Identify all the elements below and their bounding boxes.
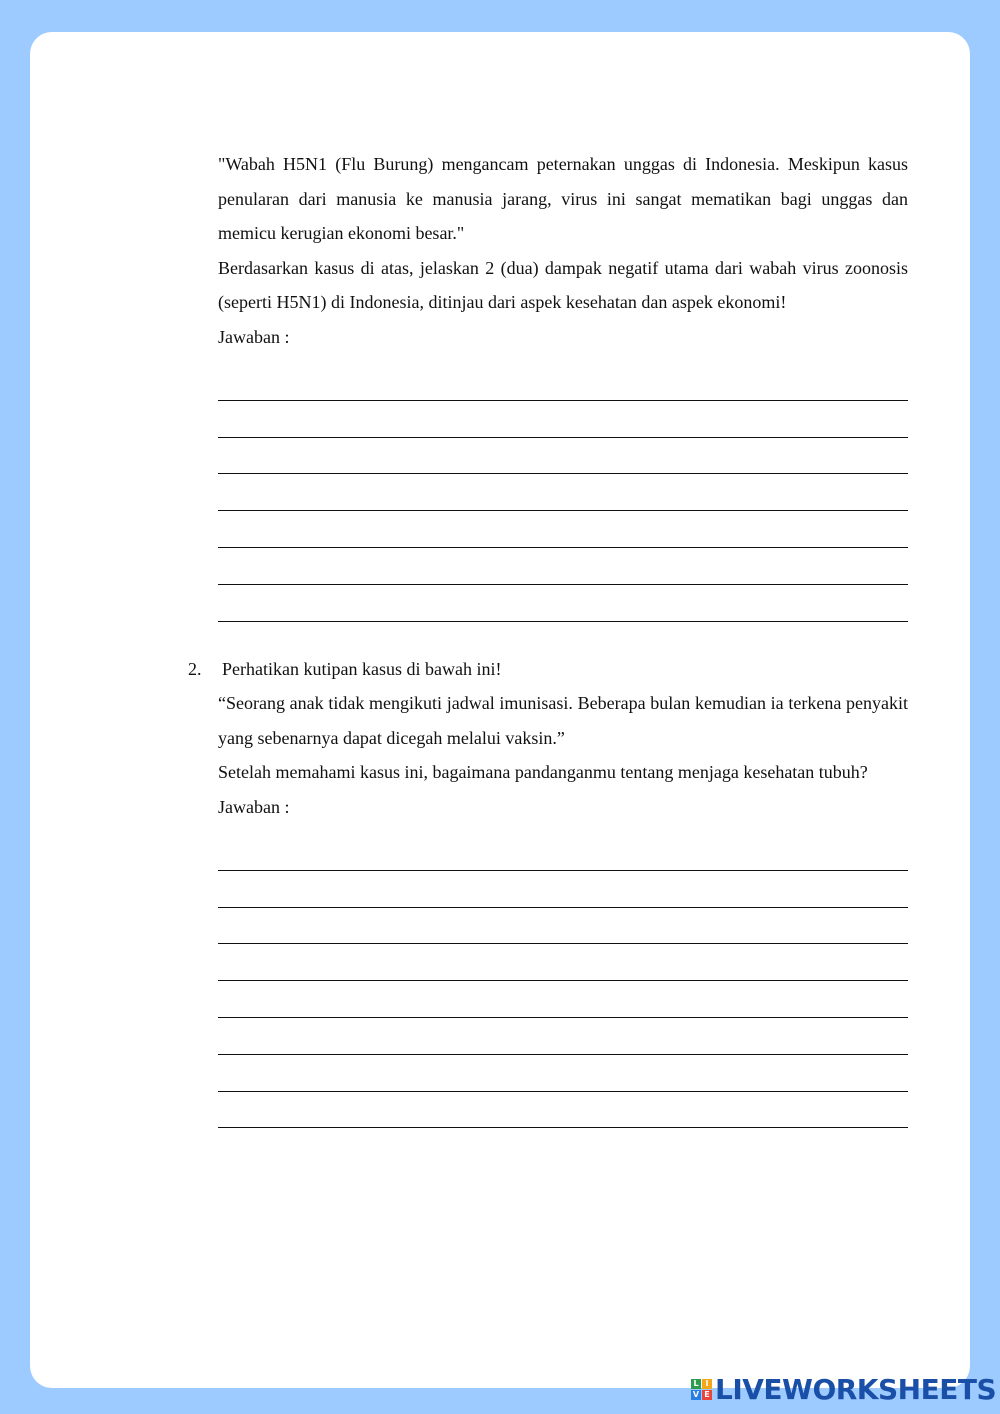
answer-line[interactable] — [218, 1055, 908, 1092]
worksheet-page — [30, 32, 970, 1388]
q2-answer-lines[interactable] — [188, 834, 908, 1128]
q1-quote: "Wabah H5N1 (Flu Burung) mengancam peternakan unggas di Indonesia. Meskipun kasus penularan dari manusia ke manusia jarang, virus ini sangat mematikan bagi unggas dan memicu kerugian ekonomi besar." — [218, 154, 908, 243]
q2-answer-label: Jawaban : — [218, 796, 290, 817]
q2-quote: “Seorang anak tidak mengikuti jadwal imunisasi. Beberapa bulan kemudian ia terkena penyakit yang sebenarnya dapat dicegah melalui vaksin.” — [218, 693, 908, 748]
answer-line[interactable] — [218, 1018, 908, 1055]
answer-line[interactable] — [218, 981, 908, 1018]
q2-number: 2. — [188, 658, 202, 679]
logo-tile: L — [691, 1379, 701, 1389]
q2-prompt: Setelah memahami kasus ini, bagaimana pandanganmu tentang menjaga kesehatan tubuh? — [218, 762, 868, 783]
q2-heading — [188, 652, 908, 687]
q2-intro: Perhatikan kutipan kasus di bawah ini! — [222, 658, 502, 679]
answer-line[interactable] — [218, 1092, 908, 1129]
answer-line[interactable] — [218, 474, 908, 511]
answer-line[interactable] — [218, 944, 908, 981]
liveworksheets-logo[interactable] — [691, 1372, 996, 1406]
logo-tile: I — [702, 1379, 712, 1389]
answer-line[interactable] — [218, 834, 908, 871]
liveworksheets-logo-icon — [691, 1379, 712, 1400]
logo-tile: V — [692, 1389, 700, 1399]
answer-line[interactable] — [218, 401, 908, 438]
answer-line[interactable] — [218, 364, 908, 401]
q1-prompt: Berdasarkan kasus di atas, jelaskan 2 (dua) dampak negatif utama dari wabah virus zoonosis (seperti H5N1) di Indonesia, ditinjau dari aspek kesehatan dan aspek ekonomi! — [218, 257, 908, 312]
logo-tile: E — [702, 1390, 712, 1400]
answer-line[interactable] — [218, 908, 908, 945]
q1-answer-label: Jawaban : — [218, 326, 290, 347]
answer-line[interactable] — [218, 548, 908, 585]
answer-line[interactable] — [218, 585, 908, 622]
answer-line[interactable] — [218, 511, 908, 548]
liveworksheets-wordmark: LIVEWORKSHEETS — [715, 1372, 997, 1406]
answer-line[interactable] — [218, 438, 908, 475]
worksheet-content — [188, 147, 908, 1128]
answer-line[interactable] — [218, 871, 908, 908]
q1-answer-lines[interactable] — [188, 364, 908, 622]
